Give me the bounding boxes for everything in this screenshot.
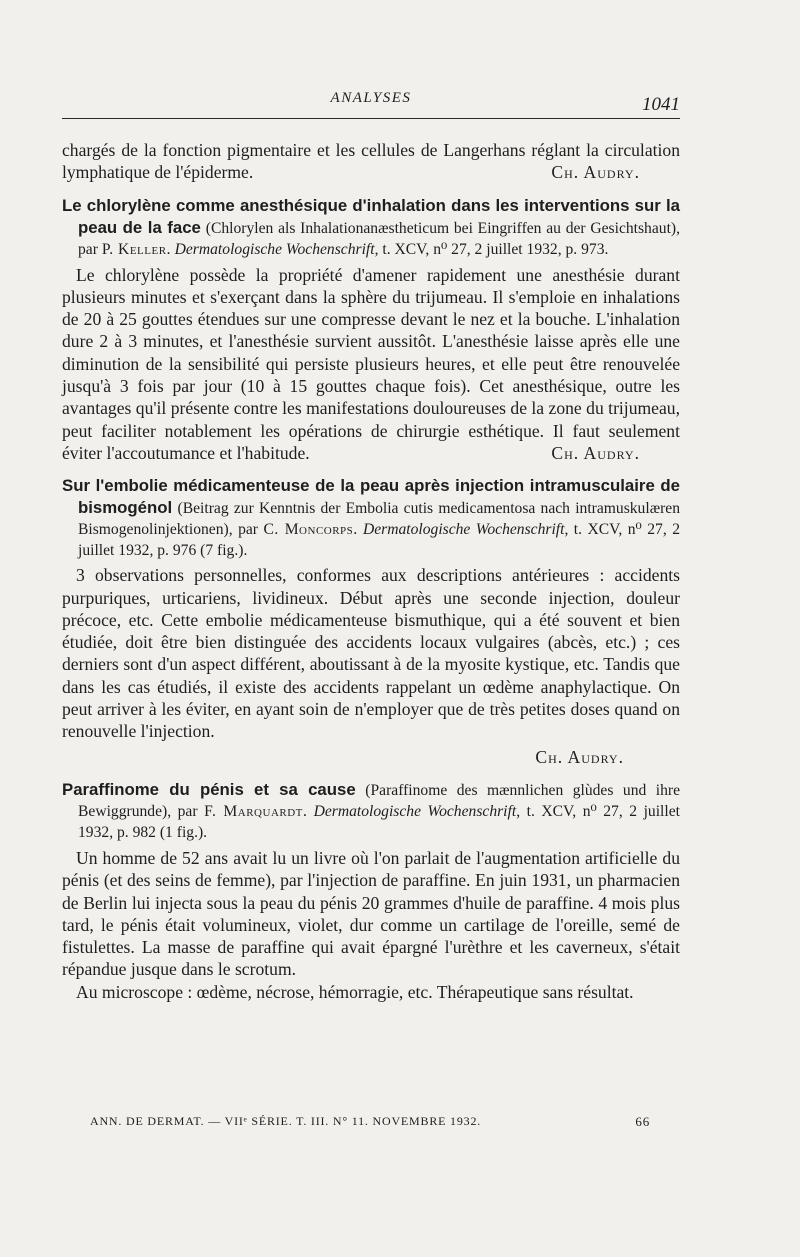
article-paragraph: [62, 264, 680, 465]
footer-citation: ANN. DE DERMAT. — VIIᵉ SÉRIE. T. III. N° 11. NOVEMBRE 1932.: [90, 1114, 482, 1128]
article-heading: Paraffinome du pénis et sa cause (Paraffinome des mænnlichen glùdes und ihre Bewiggrunde), par F. Marquardt. Dermatologische Wochenschrift, t. XCV, n⁰ 27, 2 juillet 1932, p. 982 (1 fig.).: [62, 779, 680, 841]
article-heading: Le chlorylène comme anesthésique d'inhalation dans les interventions sur la peau de la face (Chlorylen als Inhalationanæstheticum bei Eingriffen au der Gesichtshaut), par P. Keller. Dermatologische Wochenschrift, t. XCV, n⁰ 27, 2 juillet 1932, p. 973.: [62, 195, 680, 258]
article-reference: , t. XCV, n⁰ 27, 2 juillet 1932, p. 976 (7 fig.).: [78, 521, 680, 560]
article-signature: Ch. Audry.: [535, 746, 624, 767]
article-paragraph: 3 observations personnelles, conformes aux descriptions antérieures : accidents purpuriques, urticariens, lividineux. Début après une seconde injection, douleur précoce, etc. Cette embolie médicamenteuse bismuthique, qui a été souvent et bien étudiée, doit être bien distinguée des accidents locaux vulgaires (abcès, etc.) ; ces derniers sont d'un aspect différent, aboutissant à de la myosite kystique, etc. Tandis que dans les cas étudiés, il existe des accidents rappelant un œdème anaphylactique. On peut arriver à les éviter, en ayant soin de n'employer que de très petites doses quand on renouvelle l'injection.: [62, 565, 680, 742]
article-embolie: [62, 475, 680, 768]
article-author: F. Marquardt: [204, 802, 303, 820]
article-original-title: (Beitrag zur Kenntnis der Embolia cutis medicamentosa nach intramuskulæren Bismogenolinjektionen), par: [78, 500, 681, 539]
article-paragraph: Au microscope : œdème, nécrose, hémorragie, etc. Thérapeutique sans résultat.: [76, 981, 634, 1002]
article-journal: Dermatologische Wochenschrift: [362, 521, 565, 539]
article-author: C. Moncorps: [263, 521, 354, 539]
article-title: Sur l'embolie médicamenteuse de la peau après injection intramusculaire de bismogénol: [62, 476, 680, 518]
article-paragraph: Un homme de 52 ans avait lu un livre où l'on parlait de l'augmentation artificielle du pénis (et des seins de femme), par l'injection de paraffine. En juin 1931, un pharmacien de Berlin lui injecta sous la peau du pénis 20 grammes d'huile de paraffine. 4 mois plus tard, le pénis était volumineux, violet, dur comme un cartilage de l'oreille, semé de fistulettes. La masse de paraffine qui avait épargné l'urèthre et les caverneux, s'était répandue jusque dans le scrotum.: [62, 847, 680, 980]
article-paraffinome: [62, 779, 680, 1003]
page-footer: [90, 1114, 650, 1129]
article-signature: Ch. Audry.: [551, 442, 640, 463]
article-reference: , t. XCV, n⁰ 27, 2 juillet 1932, p. 973.: [374, 240, 609, 258]
footer-sheet-number: 66: [635, 1114, 650, 1129]
running-header: [62, 88, 680, 119]
article-author: P. Keller: [101, 240, 167, 258]
continuation-signature: Ch. Audry.: [551, 162, 640, 183]
article-paragraph-text: Le chlorylène possède la propriété d'amener rapidement une anesthésie durant plusieurs minutes et s'exerçant dans la sphère du trijumeau. Il s'emploie en inhalations de 20 à 25 gouttes étendues sur une compresse devant le nez et la bouche. L'inhalation dure 2 à 3 minutes, et l'anesthésie survient aussitôt. L'anesthésie laisse après elle une diminution de la sensibilité qui persiste plusieurs heures, et elle peut être renouvelée jusqu'à 3 fois par jour (10 à 15 gouttes chaque fois). Cet anesthésique, outre les avantages qu'il présente contre les manifestations douloureuses de la zone du trijumeau, peut faciliter notablement les opérations de chirurgie esthétique. Il faut seulement éviter l'accoutumance et l'habitude.: [62, 264, 680, 463]
continuation-text: chargés de la fonction pigmentaire et les cellules de Langerhans réglant la circulation lymphatique de l'épiderme.: [62, 140, 680, 183]
article-journal: Dermatologische Wochenschrift: [313, 802, 517, 820]
article-original-title: (Paraffinome des mænnlichen glùdes und ihre Bewiggrunde), par: [78, 781, 680, 820]
continuation-paragraph: [62, 139, 680, 184]
article-reference: , t. XCV, n⁰ 27, 2 juillet 1932, p. 982 (1 fig.).: [78, 802, 680, 841]
article-title: Paraffinome du pénis et sa cause: [62, 779, 356, 799]
article-heading: Sur l'embolie médicamenteuse de la peau après injection intramusculaire de bismogénol (Beitrag zur Kenntnis der Embolia cutis medicamentosa nach intramuskulæren Bismogenolinjektionen), par C. Moncorps. Dermatologische Wochenschrift, t. XCV, n⁰ 27, 2 juillet 1932, p. 976 (7 fig.).: [62, 476, 681, 560]
running-title: ANALYSES: [330, 90, 412, 106]
page-number: 1041: [642, 94, 680, 115]
article-chlorylene: [62, 195, 680, 465]
page-body: [62, 139, 680, 1003]
article-journal: Dermatologische Wochenschrift: [174, 240, 375, 258]
article-original-title: (Chlorylen als Inhalationanæstheticum bei Eingriffen au der Gesichtshaut), par: [78, 219, 680, 258]
article-title: Le chlorylène comme anesthésique d'inhalation dans les interventions sur la peau de la face: [62, 195, 680, 237]
